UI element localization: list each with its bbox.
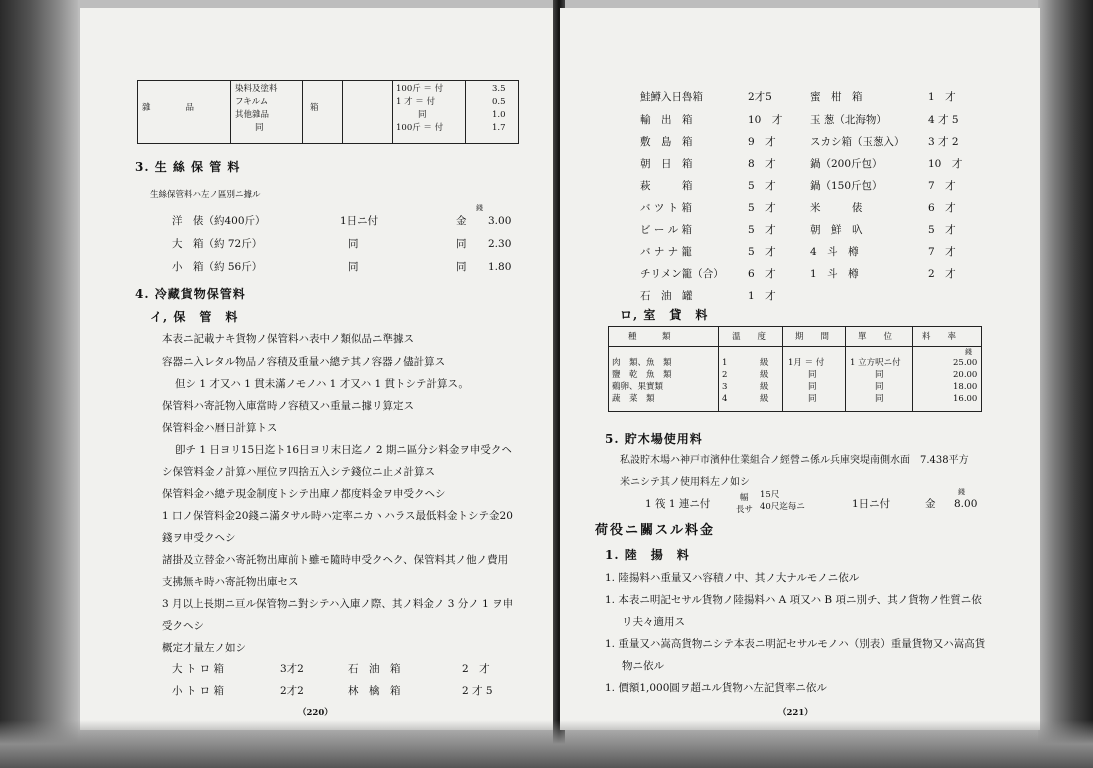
table-row-basis: 100斤 ＝ 付 — [396, 84, 444, 94]
capacity-value: 4 才 5 — [928, 114, 959, 126]
raw-silk-kin: 同 — [456, 261, 467, 273]
capacity-item: バ ツ ト 箱 — [640, 202, 693, 214]
capacity-item: 1 斗 樽 — [810, 268, 859, 280]
storage-rule-line: 受クヘシ — [162, 620, 204, 632]
timber-rate-per: 1日ニ付 — [852, 498, 891, 510]
timber-dim-label: 長サ — [736, 505, 754, 515]
section-5-title: 5. 貯木場使用料 — [605, 432, 703, 446]
raw-silk-per: 同 — [348, 261, 359, 273]
capacity-item: 鍋（150斤包） — [810, 180, 883, 192]
room-temp-no: 2 — [722, 370, 728, 380]
capacity-value: 5 才 — [748, 202, 776, 214]
table-header: 溫 度 — [732, 332, 767, 342]
storage-rule-line: 概定才量左ノ如シ — [162, 642, 246, 654]
room-rate: 25.00 — [953, 358, 978, 368]
capacity-value: 5 才 — [748, 224, 776, 236]
raw-silk-amount: 1.80 — [488, 261, 512, 273]
capacity-value: 5 才 — [928, 224, 956, 236]
table-header: 種 類 — [628, 332, 671, 342]
capacity-item: 小 ト ロ 箱 — [172, 685, 225, 697]
capacity-value: 5 才 — [748, 180, 776, 192]
capacity-item: 石 油 箱 — [348, 663, 401, 675]
capacity-item: 鍋（200斤包） — [810, 158, 883, 170]
capacity-value: 2才5 — [748, 91, 772, 103]
table-row-basis: 100斤 ＝ 付 — [396, 123, 444, 133]
raw-silk-kin: 金 — [456, 215, 467, 227]
room-type: 蔬 菜 類 — [612, 394, 655, 404]
capacity-value: 3才2 — [280, 663, 304, 675]
capacity-value: 2 才 5 — [462, 685, 493, 697]
storage-rule-line: 本表ニ記載ナキ貨物ノ保管料ハ表中ノ類似品ニ準據ス — [162, 333, 414, 345]
section-3-title: 3. 生 絲 保 管 料 — [135, 160, 241, 174]
table-header: 單 位 — [858, 332, 893, 342]
raw-silk-per: 同 — [348, 238, 359, 250]
raw-silk-kin: 同 — [456, 238, 467, 250]
room-temp-no: 4 — [722, 394, 728, 404]
room-type: 肉 類、魚 類 — [612, 358, 672, 368]
capacity-value: 5 才 — [748, 246, 776, 258]
unit-sen-label: 錢 — [958, 488, 965, 496]
raw-silk-per: 1日ニ付 — [340, 215, 379, 227]
timber-rate-kin: 金 — [925, 498, 936, 510]
storage-rule-line: 但シ 1 才又ハ 1 貫未滿ノモノハ 1 才又ハ 1 貫トシテ計算ス。 — [175, 378, 469, 390]
capacity-value: 9 才 — [748, 136, 776, 148]
room-temp-no: 1 — [722, 358, 728, 368]
unit-sen-label: 錢 — [965, 348, 972, 356]
room-rental-title: ロ, 室 貸 料 — [620, 308, 709, 322]
storage-rule-line: 保管料ハ寄託物入庫當時ノ容積又ハ重量ニ據リ算定ス — [162, 400, 414, 412]
room-unit: 同 — [875, 382, 884, 392]
right-page — [560, 8, 1040, 730]
section-3-intro: 生絲保管料ハ左ノ區別ニ據ル — [150, 190, 261, 200]
book-edge-left — [0, 0, 78, 768]
room-period: 同 — [808, 382, 817, 392]
timber-yard-text: 私設貯木場ハ神戸市濱仲仕業組合ノ經營ニ係ル兵庫突堤南側水面 7.438平方 — [620, 455, 969, 466]
timber-dim-value: 15尺 — [760, 490, 780, 500]
capacity-item: チリメン籠（合） — [640, 268, 724, 280]
capacity-item: バ ナ ナ 籠 — [640, 246, 693, 258]
landing-fee-subtitle: 1. 陸 揚 料 — [605, 548, 690, 562]
capacity-item: スカシ箱（玉葱入） — [810, 136, 905, 148]
table-row-basis: 同 — [418, 110, 427, 120]
table-header: 料 率 — [922, 332, 957, 342]
capacity-item: 蜜 柑 箱 — [810, 91, 863, 103]
capacity-item: 石 油 罐 — [640, 290, 693, 302]
room-rate: 18.00 — [953, 382, 978, 392]
room-type: 鷄卵、果實類 — [612, 382, 664, 392]
storage-rule-line: シ保管料金ノ計算ハ厘位ヲ四捨五入シテ錢位ニ止メ計算ス — [162, 466, 435, 478]
room-period: 同 — [808, 370, 817, 380]
table-row-rate: 1.0 — [492, 110, 506, 120]
capacity-item: 鮭鱒入日魯箱 — [640, 91, 703, 103]
section-4-title: 4. 冷藏貨物保管料 — [135, 287, 246, 301]
timber-yard-text: 米ニシテ其ノ使用料左ノ如シ — [620, 477, 750, 488]
raw-silk-item: 小 箱（約 56斤） — [172, 261, 263, 273]
room-temp-grade: 級 — [760, 382, 769, 392]
capacity-value: 1 才 — [748, 290, 776, 302]
table-row-rate: 0.5 — [492, 97, 506, 107]
table-row-item: 同 — [255, 123, 264, 133]
capacity-value: 2才2 — [280, 685, 304, 697]
timber-dim-label: 幅 — [740, 493, 749, 503]
storage-rule-line: 卽チ 1 日ヨリ15日迄ト16日ヨリ末日迄ノ 2 期ニ區分シ料金ヲ申受クヘ — [175, 444, 512, 456]
capacity-value: 7 才 — [928, 180, 956, 192]
room-temp-no: 3 — [722, 382, 728, 392]
capacity-value: 10 才 — [928, 158, 963, 170]
storage-rule-line: 保管料金ハ總テ現金制度トシテ出庫ノ都度料金ヲ申受クヘシ — [162, 488, 446, 500]
table-row-item: フキルム — [235, 97, 269, 107]
cargo-rule-line: リ夫々適用ス — [622, 616, 685, 628]
cargo-rule-line: 1. 本表ニ明記セサル貨物ノ陸揚料ハ A 項又ハ B 項ニ別チ、其ノ貨物ノ性質ニ依 — [605, 594, 982, 606]
room-unit: 同 — [875, 370, 884, 380]
section-4-subtitle: イ, 保 管 料 — [150, 310, 239, 324]
cargo-rule-line: 物ニ依ル — [622, 660, 664, 672]
storage-rule-line: 保管料金ハ暦日計算トス — [162, 422, 278, 434]
capacity-item: 萩 箱 — [640, 180, 693, 192]
capacity-value: 3 才 2 — [928, 136, 959, 148]
capacity-value: 6 才 — [928, 202, 956, 214]
room-temp-grade: 級 — [760, 358, 769, 368]
table-row-rate: 1.7 — [492, 123, 506, 133]
capacity-value: 2 才 — [462, 663, 490, 675]
storage-rule-line: 錢ヲ申受クヘシ — [162, 532, 236, 544]
capacity-value: 7 才 — [928, 246, 956, 258]
room-period: 同 — [808, 394, 817, 404]
raw-silk-item: 洋 俵（約400斤） — [172, 215, 266, 227]
room-temp-grade: 級 — [760, 394, 769, 404]
cargo-handling-title: 荷役ニ關スル料金 — [595, 523, 716, 538]
capacity-item: 大 ト ロ 箱 — [172, 663, 225, 675]
book-edge-bottom — [0, 720, 1093, 768]
table-row-item: 其他雜品 — [235, 110, 270, 120]
capacity-item: ビ ー ル 箱 — [640, 224, 693, 236]
table-group-label: 雜 品 — [142, 103, 201, 113]
raw-silk-amount: 3.00 — [488, 215, 512, 227]
book-edge-right — [1038, 0, 1093, 768]
storage-rule-line: 1 口ノ保管料金20錢ニ滿タサル時ハ定率ニカヽハラス最低料金トシテ金20 — [162, 510, 513, 522]
capacity-value: 10 才 — [748, 114, 783, 126]
capacity-item: 林 檎 箱 — [348, 685, 401, 697]
timber-rate-qty: 1 筏 1 連ニ付 — [645, 498, 711, 510]
table-row-basis: 1 才 ＝ 付 — [396, 97, 436, 107]
capacity-item: 朝 鮮 叺 — [810, 224, 863, 236]
storage-rule-line: 支拂無キ時ハ寄託物出庫セス — [162, 576, 299, 588]
capacity-value: 2 才 — [928, 268, 956, 280]
raw-silk-item: 大 箱（約 72斤） — [172, 238, 263, 250]
cargo-rule-line: 1. 陸揚料ハ重量又ハ容積ノ中、其ノ大ナルモノニ依ル — [605, 572, 860, 584]
capacity-value: 1 才 — [928, 91, 956, 103]
cargo-rule-line: 1. 重量又ハ嵩高貨物ニシテ本表ニ明記セサルモノハ（別表）重量貨物又ハ嵩高貨 — [605, 638, 986, 650]
room-type: 鹽 乾 魚 類 — [612, 370, 672, 380]
page-number-right: （221） — [778, 708, 813, 718]
capacity-item: 朝 日 箱 — [640, 158, 693, 170]
room-unit: 同 — [875, 394, 884, 404]
left-page — [80, 8, 558, 730]
table-row-item: 染料及塗料 — [235, 84, 278, 94]
table-unit-label: 箱 — [310, 103, 319, 113]
capacity-value: 6 才 — [748, 268, 776, 280]
capacity-item: 輸 出 箱 — [640, 114, 693, 126]
capacity-value: 8 才 — [748, 158, 776, 170]
raw-silk-amount: 2.30 — [488, 238, 512, 250]
storage-rule-line: 諸掛及立替金ハ寄託物出庫前ト雖モ隨時申受クヘク、保管料其ノ他ノ費用 — [162, 554, 509, 566]
room-unit: 1 立方呎ニ付 — [850, 358, 901, 368]
room-temp-grade: 級 — [760, 370, 769, 380]
capacity-item: 4 斗 樽 — [810, 246, 859, 258]
unit-sen-label: 錢 — [476, 204, 483, 212]
storage-rule-line: 容器ニ入レタル物品ノ容積及重量ハ總テ其ノ容器ノ儘計算ス — [162, 356, 446, 368]
room-rate: 20.00 — [953, 370, 978, 380]
timber-dim-value: 40尺迄每ニ — [760, 502, 805, 512]
timber-rate-amount: 8.00 — [954, 498, 978, 510]
table-header: 期 間 — [795, 332, 830, 342]
room-period: 1月 ＝ 付 — [788, 358, 825, 368]
page-number-left: （220） — [298, 708, 333, 718]
table-row-rate: 3.5 — [492, 84, 506, 94]
room-rate: 16.00 — [953, 394, 978, 404]
capacity-item: 米 俵 — [810, 202, 863, 214]
capacity-item: 玉 葱（北海物） — [810, 114, 887, 126]
storage-rule-line: 3 月以上長期ニ亘ル保管物ニ對シテハ入庫ノ際、其ノ料金ノ 3 分ノ 1 ヲ申 — [162, 598, 514, 610]
cargo-rule-line: 1. 價額1,000圓ヲ超ユル貨物ハ左記貨率ニ依ル — [605, 682, 827, 694]
capacity-item: 敷 島 箱 — [640, 136, 693, 148]
